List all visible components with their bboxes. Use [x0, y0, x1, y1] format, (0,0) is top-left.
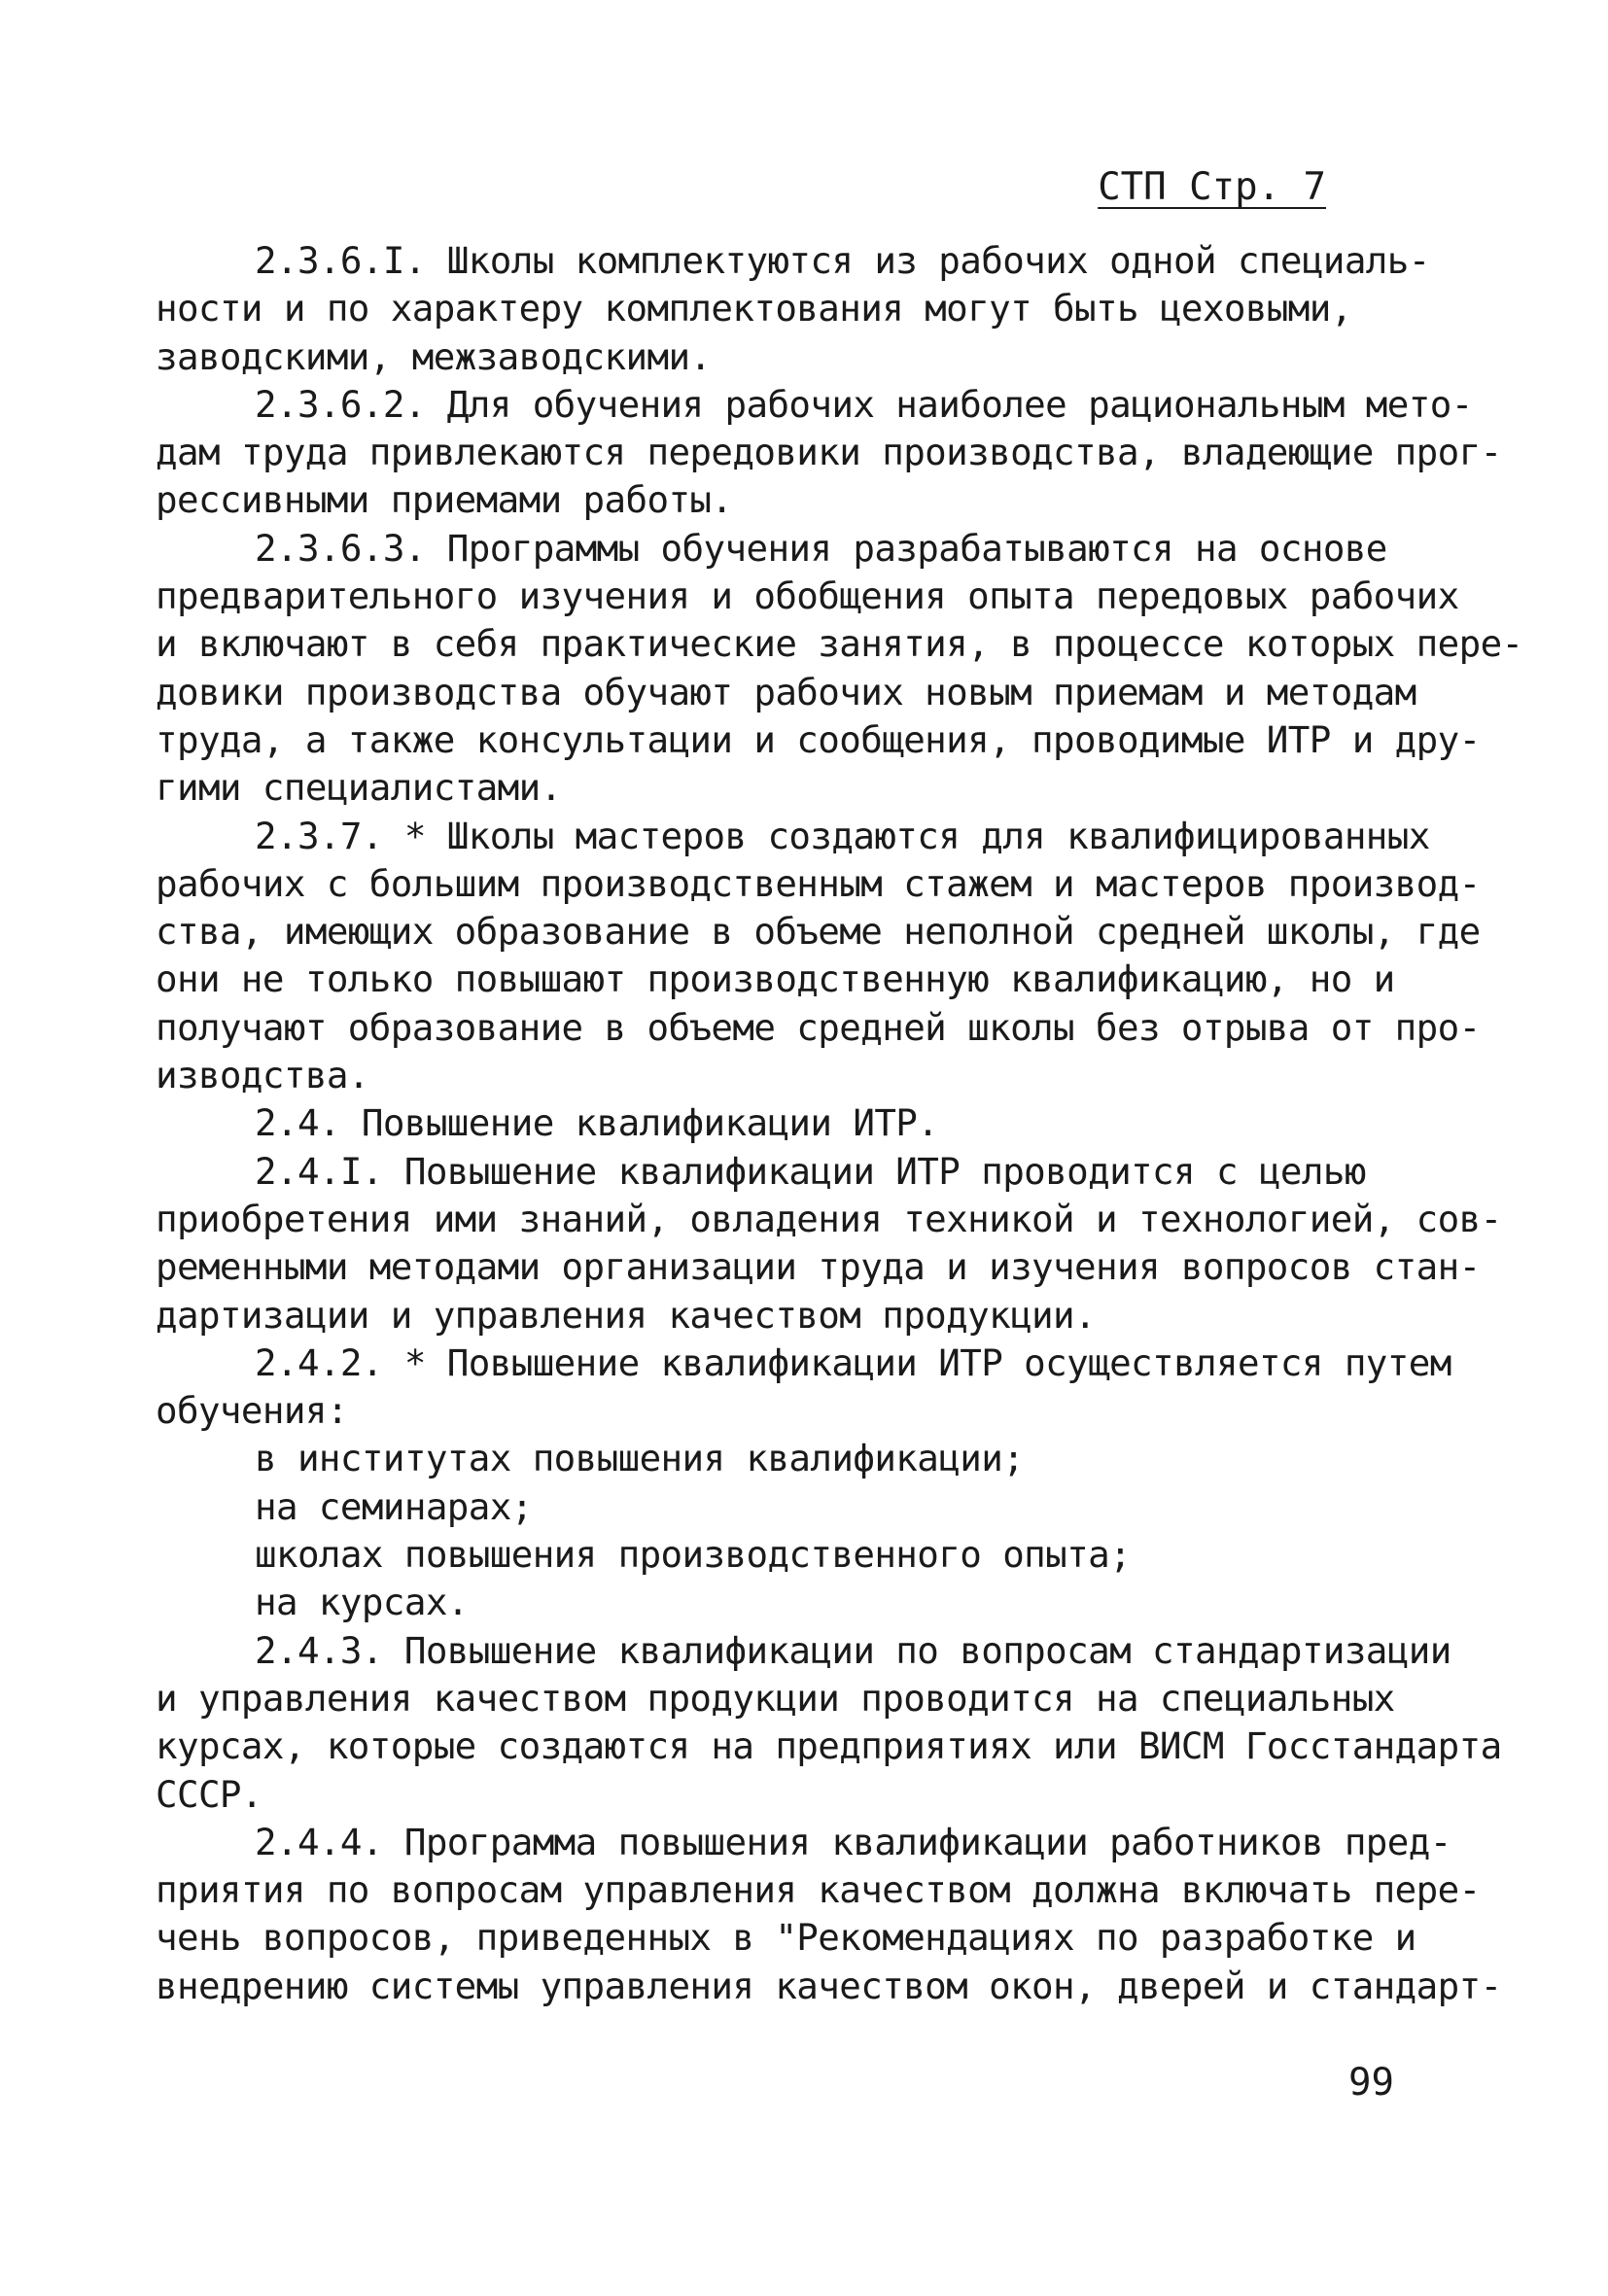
text-line: внедрению системы управления качеством окон, дверей и стандарт- [156, 1964, 1502, 2007]
text-line: 2.4.I. Повышение квалификации ИТР проводится с целью [255, 1149, 1366, 1193]
text-line: чень вопросов, приведенных в "Рекомендациях по разработке и [156, 1916, 1416, 1960]
text-line: курсах, которые создаются на предприятиях или ВИСМ Госстандарта [156, 1724, 1502, 1768]
text-line: они не только повышают производственную квалификацию, но и [156, 957, 1395, 1001]
text-line: дам труда привлекаются передовики производства, владеющие прог- [156, 431, 1502, 474]
text-line: приятия по вопросам управления качеством должна включать пере- [156, 1868, 1481, 1912]
text-line: ства, имеющих образование в объеме неполной средней школы, где [156, 910, 1481, 954]
text-line: заводскими, межзаводскими. [156, 334, 712, 378]
text-line: обучения: [156, 1389, 348, 1433]
text-line: 2.4.4. Программа повышения квалификации работников пред- [255, 1820, 1451, 1863]
text-line: на семинарах; [255, 1484, 533, 1528]
page-number: 99 [1348, 2061, 1394, 2105]
text-line: в институтах повышения квалификации; [255, 1437, 1025, 1480]
text-line: ности и по характеру комплектования могут быть цеховыми, [156, 287, 1352, 330]
text-line: школах повышения производственного опыта; [255, 1533, 1132, 1577]
text-line: дартизации и управления качеством продукции. [156, 1293, 1096, 1337]
text-line: изводства. [156, 1054, 369, 1097]
text-line: 2.3.6.2. Для обучения рабочих наиболее рациональным мето- [255, 382, 1473, 426]
text-line: 2.3.6.I. Школы комплектуются из рабочих одной специаль- [255, 239, 1430, 282]
text-line: и управления качеством продукции проводится на специальных [156, 1676, 1395, 1720]
text-line: гими специалистами. [156, 766, 562, 810]
text-line: предварительного изучения и обобщения опыта передовых рабочих [156, 574, 1459, 618]
text-line: рессивными приемами работы. [156, 478, 733, 522]
text-line: на курсах. [255, 1581, 469, 1624]
text-line: СССР. [156, 1772, 262, 1816]
text-line: ременными методами организации труда и изучения вопросов стан- [156, 1245, 1481, 1289]
text-line: 2.4. Повышение квалификации ИТР. [255, 1101, 939, 1145]
text-line: приобретения ими знаний, овладения техникой и технологией, сов- [156, 1197, 1502, 1240]
document-body [156, 237, 1523, 2010]
text-line: труда, а также консультации и сообщения, проводимые ИТР и дру- [156, 717, 1481, 761]
text-line: довики производства обучают рабочих новым приемам и методам [156, 670, 1416, 713]
text-line: 2.3.6.3. Программы обучения разрабатываются на основе [255, 526, 1387, 570]
text-line: 2.3.7. * Школы мастеров создаются для квалифицированных [255, 814, 1430, 857]
page-header: СТП Стр. 7 [1098, 165, 1326, 209]
text-line: и включают в себя практические занятия, в процессе которых пере- [156, 622, 1523, 666]
text-line: 2.4.3. Повышение квалификации по вопросам стандартизации [255, 1628, 1451, 1672]
text-line: рабочих с большим производственным стажем и мастеров производ- [156, 861, 1481, 905]
text-line: получают образование в объеме средней школы без отрыва от про- [156, 1005, 1481, 1049]
text-line: 2.4.2. * Повышение квалификации ИТР осуществляется путем [255, 1340, 1451, 1384]
